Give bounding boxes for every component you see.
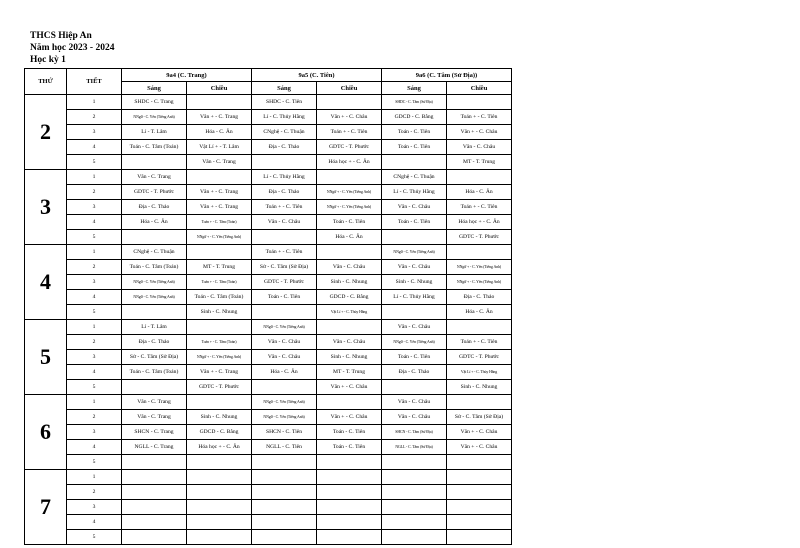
period-number: 2 xyxy=(67,185,122,200)
lesson-cell-morning xyxy=(382,155,447,170)
lesson-cell-afternoon: Văn + - C. Châu xyxy=(317,410,382,425)
lesson-cell-afternoon xyxy=(317,530,382,545)
col-header-tiet: TIẾT xyxy=(67,69,122,95)
table-row xyxy=(25,170,512,185)
lesson-cell-morning: SHDC - C. Tiên xyxy=(252,95,317,110)
lesson-cell-afternoon: Văn - C. Châu xyxy=(447,140,512,155)
lesson-cell-morning: NGLL - C. Tâm (Sử Địa) xyxy=(382,440,447,455)
school-year: Năm học 2023 - 2024 xyxy=(30,43,115,53)
lesson-cell-afternoon xyxy=(447,320,512,335)
document-header xyxy=(30,30,114,66)
table-row xyxy=(25,260,512,275)
period-number: 5 xyxy=(67,230,122,245)
lesson-cell-morning: SHCN - C. Trang xyxy=(122,425,187,440)
session-header-sang: Sáng xyxy=(252,82,317,95)
lesson-cell-afternoon xyxy=(447,515,512,530)
lesson-cell-morning xyxy=(252,305,317,320)
lesson-cell-morning: Văn - C. Châu xyxy=(252,335,317,350)
lesson-cell-afternoon: Địa - C. Thảo xyxy=(447,290,512,305)
lesson-cell-afternoon: Văn - C. Châu xyxy=(317,260,382,275)
table-row xyxy=(25,410,512,425)
lesson-cell-morning: Văn - C. Châu xyxy=(382,410,447,425)
table-row xyxy=(25,380,512,395)
lesson-cell-afternoon: NNgữ + - C. Yến (Tiếng Anh) xyxy=(447,260,512,275)
table-row xyxy=(25,215,512,230)
lesson-cell-morning: NNgữ - C. Yến (Tiếng Anh) xyxy=(122,290,187,305)
lesson-cell-afternoon: Toán + - C. Tiên xyxy=(447,200,512,215)
lesson-cell-afternoon: Toán - C. Tiên xyxy=(317,215,382,230)
lesson-cell-afternoon: Hóa - C. Ân xyxy=(447,185,512,200)
lesson-cell-afternoon xyxy=(317,95,382,110)
period-number: 4 xyxy=(67,140,122,155)
lesson-cell-afternoon xyxy=(447,530,512,545)
lesson-cell-morning: Lí - C. Thủy Hằng xyxy=(252,170,317,185)
lesson-cell-afternoon xyxy=(187,515,252,530)
lesson-cell-afternoon: Văn + - C. Trang xyxy=(187,185,252,200)
table-row xyxy=(25,425,512,440)
lesson-cell-afternoon xyxy=(187,530,252,545)
lesson-cell-afternoon xyxy=(447,470,512,485)
lesson-cell-afternoon: Hóa - C. Ân xyxy=(317,230,382,245)
lesson-cell-afternoon xyxy=(187,170,252,185)
lesson-cell-afternoon: Văn + - C. Châu xyxy=(447,425,512,440)
lesson-cell-afternoon: GDCD - C. Bằng xyxy=(187,425,252,440)
lesson-cell-morning: NGLL - C. Tiên xyxy=(252,440,317,455)
lesson-cell-morning: NGLL - C. Trang xyxy=(122,440,187,455)
lesson-cell-morning: Toán - C. Tâm (Toán) xyxy=(122,140,187,155)
lesson-cell-afternoon: GDTC - T. Phước xyxy=(447,350,512,365)
lesson-cell-morning: Văn - C. Trang xyxy=(122,410,187,425)
lesson-cell-afternoon xyxy=(317,170,382,185)
lesson-cell-afternoon: Toán + - C. Tâm (Toán) xyxy=(187,215,252,230)
lesson-cell-afternoon xyxy=(317,395,382,410)
lesson-cell-afternoon: Văn - C. Trang xyxy=(187,155,252,170)
lesson-cell-morning: Văn - C. Trang xyxy=(122,395,187,410)
table-row xyxy=(25,185,512,200)
period-number: 3 xyxy=(67,200,122,215)
lesson-cell-morning: Địa - C. Thảo xyxy=(382,365,447,380)
lesson-cell-morning xyxy=(382,230,447,245)
table-row xyxy=(25,125,512,140)
lesson-cell-morning: GDTC - T. Phước xyxy=(122,185,187,200)
period-number: 3 xyxy=(67,275,122,290)
table-row xyxy=(25,155,512,170)
period-number: 1 xyxy=(67,170,122,185)
lesson-cell-afternoon: Văn + - C. Châu xyxy=(317,380,382,395)
lesson-cell-afternoon: Sinh - C. Nhung xyxy=(187,410,252,425)
lesson-cell-afternoon xyxy=(447,485,512,500)
lesson-cell-afternoon xyxy=(447,500,512,515)
lesson-cell-morning: CNghệ - C. Thuận xyxy=(122,245,187,260)
period-number: 1 xyxy=(67,320,122,335)
day-label: 2 xyxy=(25,95,67,170)
lesson-cell-morning: NNgữ - C. Yến (Tiếng Anh) xyxy=(122,110,187,125)
day-label: 4 xyxy=(25,245,67,320)
table-row xyxy=(25,140,512,155)
period-number: 4 xyxy=(67,365,122,380)
table-row xyxy=(25,350,512,365)
table-row xyxy=(25,245,512,260)
table-row xyxy=(25,440,512,455)
lesson-cell-afternoon: Vật Lí + - T. Lâm xyxy=(187,140,252,155)
lesson-cell-afternoon: Toán - C. Tiên xyxy=(317,440,382,455)
lesson-cell-morning: Lí - T. Lâm xyxy=(122,320,187,335)
session-header-chieu: Chiều xyxy=(447,82,512,95)
period-number: 4 xyxy=(67,440,122,455)
lesson-cell-morning xyxy=(122,155,187,170)
lesson-cell-morning xyxy=(252,380,317,395)
lesson-cell-afternoon: Văn + - C. Trang xyxy=(187,200,252,215)
lesson-cell-morning xyxy=(122,515,187,530)
lesson-cell-morning: Văn - C. Châu xyxy=(382,260,447,275)
lesson-cell-afternoon: Văn + - C. Trang xyxy=(187,110,252,125)
lesson-cell-afternoon: Sinh - C. Nhung xyxy=(187,305,252,320)
lesson-cell-afternoon xyxy=(447,95,512,110)
table-row xyxy=(25,275,512,290)
session-header-sang: Sáng xyxy=(382,82,447,95)
lesson-cell-afternoon: Văn + - C. Châu xyxy=(447,440,512,455)
timetable-body xyxy=(25,95,512,545)
table-row xyxy=(25,320,512,335)
lesson-cell-afternoon xyxy=(317,515,382,530)
class-header: 9a6 (C. Tâm (Sử Địa)) xyxy=(382,69,512,82)
period-number: 3 xyxy=(67,500,122,515)
lesson-cell-afternoon: Sinh - C. Nhung xyxy=(317,350,382,365)
lesson-cell-morning xyxy=(122,500,187,515)
lesson-cell-morning xyxy=(122,470,187,485)
lesson-cell-afternoon: Toán - C. Tâm (Toán) xyxy=(187,290,252,305)
lesson-cell-afternoon: GDTC - T. Phước xyxy=(447,230,512,245)
lesson-cell-morning: Địa - C. Thảo xyxy=(122,335,187,350)
lesson-cell-morning: NNgữ - C. Yến (Tiếng Anh) xyxy=(252,320,317,335)
lesson-cell-morning: SHCN - C. Tâm (Sử Địa) xyxy=(382,425,447,440)
lesson-cell-morning: Văn - C. Châu xyxy=(382,395,447,410)
period-number: 1 xyxy=(67,470,122,485)
lesson-cell-morning xyxy=(122,305,187,320)
class-header: 9a5 (C. Tiên) xyxy=(252,69,382,82)
lesson-cell-morning: Hóa - C. Ân xyxy=(122,215,187,230)
period-number: 2 xyxy=(67,110,122,125)
class-header: 9a4 (C. Trang) xyxy=(122,69,252,82)
lesson-cell-morning: Lí - C. Thủy Hằng xyxy=(382,290,447,305)
lesson-cell-morning xyxy=(382,485,447,500)
lesson-cell-morning xyxy=(122,455,187,470)
lesson-cell-morning xyxy=(252,470,317,485)
lesson-cell-afternoon: Toán + - C. Tâm (Toán) xyxy=(187,335,252,350)
lesson-cell-afternoon: Hóa học + - C. Ân xyxy=(447,215,512,230)
lesson-cell-afternoon: NNgữ + - C. Yến (Tiếng Anh) xyxy=(317,200,382,215)
period-number: 5 xyxy=(67,455,122,470)
lesson-cell-afternoon xyxy=(187,245,252,260)
lesson-cell-morning: Văn - C. Châu xyxy=(252,215,317,230)
lesson-cell-morning: NNgữ - C. Yến (Tiếng Anh) xyxy=(252,395,317,410)
lesson-cell-afternoon: GDTC - T. Phước xyxy=(187,380,252,395)
lesson-cell-morning xyxy=(122,530,187,545)
table-row xyxy=(25,500,512,515)
period-number: 4 xyxy=(67,215,122,230)
lesson-cell-afternoon xyxy=(187,485,252,500)
lesson-cell-morning: Lí - C. Thủy Hằng xyxy=(252,110,317,125)
lesson-cell-morning: Toán - C. Tiên xyxy=(382,125,447,140)
lesson-cell-morning: Văn - C. Châu xyxy=(252,350,317,365)
lesson-cell-morning: Lí - C. Thủy Hằng xyxy=(382,185,447,200)
lesson-cell-afternoon xyxy=(187,500,252,515)
lesson-cell-morning: Địa - C. Thảo xyxy=(122,200,187,215)
period-number: 5 xyxy=(67,305,122,320)
lesson-cell-morning: SHCN - C. Tiên xyxy=(252,425,317,440)
period-number: 2 xyxy=(67,410,122,425)
lesson-cell-morning: Toán - C. Tiên xyxy=(382,215,447,230)
lesson-cell-morning xyxy=(252,530,317,545)
lesson-cell-afternoon xyxy=(187,320,252,335)
term: Học kỳ 1 xyxy=(30,55,66,65)
day-label: 7 xyxy=(25,470,67,545)
lesson-cell-morning: NNgữ - C. Yến (Tiếng Anh) xyxy=(382,335,447,350)
lesson-cell-afternoon: Toán + - C. Tiên xyxy=(447,110,512,125)
lesson-cell-morning xyxy=(252,230,317,245)
session-header-chieu: Chiều xyxy=(317,82,382,95)
lesson-cell-afternoon: Hóa - C. Ân xyxy=(187,125,252,140)
table-row xyxy=(25,530,512,545)
period-number: 2 xyxy=(67,260,122,275)
lesson-cell-afternoon xyxy=(447,170,512,185)
lesson-cell-morning xyxy=(382,470,447,485)
lesson-cell-morning: Lí - T. Lâm xyxy=(122,125,187,140)
lesson-cell-afternoon xyxy=(447,245,512,260)
lesson-cell-morning xyxy=(382,305,447,320)
lesson-cell-afternoon: Văn + - C. Châu xyxy=(447,125,512,140)
lesson-cell-morning: Toán - C. Tâm (Toán) xyxy=(122,260,187,275)
period-number: 5 xyxy=(67,530,122,545)
lesson-cell-afternoon xyxy=(317,470,382,485)
lesson-cell-morning xyxy=(122,485,187,500)
table-row xyxy=(25,230,512,245)
lesson-cell-afternoon: NNgữ + - C. Yến (Tiếng Anh) xyxy=(187,230,252,245)
lesson-cell-afternoon xyxy=(447,395,512,410)
table-row xyxy=(25,365,512,380)
table-row xyxy=(25,485,512,500)
lesson-cell-afternoon: Văn + - C. Châu xyxy=(317,110,382,125)
lesson-cell-afternoon: Sử - C. Tâm (Sử Địa) xyxy=(447,410,512,425)
lesson-cell-morning: Sử - C. Tâm (Sử Địa) xyxy=(252,260,317,275)
lesson-cell-afternoon: NNgữ + - C. Yến (Tiếng Anh) xyxy=(317,185,382,200)
table-row xyxy=(25,305,512,320)
lesson-cell-afternoon: Hóa học + - C. Ân xyxy=(187,440,252,455)
lesson-cell-morning: CNghệ - C. Thuận xyxy=(382,170,447,185)
lesson-cell-afternoon: Sinh - C. Nhung xyxy=(447,380,512,395)
lesson-cell-afternoon: MT - T. Trung xyxy=(447,155,512,170)
lesson-cell-afternoon: Toán + - C. Tiên xyxy=(447,335,512,350)
lesson-cell-afternoon: Vật Lí + - C. Thủy Hằng xyxy=(447,365,512,380)
lesson-cell-morning: Sinh - C. Nhung xyxy=(382,275,447,290)
period-number: 3 xyxy=(67,125,122,140)
school-name: THCS Hiệp An xyxy=(30,31,92,41)
lesson-cell-afternoon: NNgữ + - C. Yến (Tiếng Anh) xyxy=(187,350,252,365)
table-row xyxy=(25,290,512,305)
lesson-cell-morning: Văn - C. Trang xyxy=(122,170,187,185)
lesson-cell-afternoon xyxy=(187,95,252,110)
lesson-cell-afternoon: Toán - C. Tiên xyxy=(317,425,382,440)
lesson-cell-morning: GDTC - T. Phước xyxy=(252,275,317,290)
period-number: 3 xyxy=(67,425,122,440)
lesson-cell-afternoon: Vật Lí + - C. Thủy Hằng xyxy=(317,305,382,320)
lesson-cell-morning xyxy=(382,530,447,545)
lesson-cell-morning: SHDC - C. Trang xyxy=(122,95,187,110)
period-number: 1 xyxy=(67,395,122,410)
table-row xyxy=(25,110,512,125)
lesson-cell-morning: Toán - C. Tiên xyxy=(382,140,447,155)
period-number: 5 xyxy=(67,380,122,395)
lesson-cell-morning xyxy=(252,515,317,530)
timetable xyxy=(24,68,512,545)
lesson-cell-afternoon xyxy=(317,320,382,335)
lesson-cell-afternoon: Văn + - C. Trang xyxy=(187,365,252,380)
table-row xyxy=(25,95,512,110)
day-label: 3 xyxy=(25,170,67,245)
lesson-cell-morning: Toán - C. Tiên xyxy=(252,290,317,305)
table-row xyxy=(25,455,512,470)
table-row xyxy=(25,395,512,410)
lesson-cell-afternoon: GDCD - C. Bằng xyxy=(317,290,382,305)
lesson-cell-afternoon: Toán + - C. Tâm (Toán) xyxy=(187,275,252,290)
lesson-cell-morning xyxy=(382,380,447,395)
lesson-cell-afternoon: Toán + - C. Tiên xyxy=(317,125,382,140)
lesson-cell-morning: Địa - C. Thảo xyxy=(252,185,317,200)
period-number: 2 xyxy=(67,335,122,350)
lesson-cell-morning xyxy=(252,485,317,500)
day-label: 5 xyxy=(25,320,67,395)
lesson-cell-afternoon xyxy=(317,455,382,470)
period-number: 4 xyxy=(67,290,122,305)
session-header-chieu: Chiều xyxy=(187,82,252,95)
lesson-cell-afternoon xyxy=(187,455,252,470)
period-number: 2 xyxy=(67,485,122,500)
lesson-cell-afternoon: Hóa học + - C. Ân xyxy=(317,155,382,170)
lesson-cell-afternoon xyxy=(187,470,252,485)
lesson-cell-afternoon: NNgữ + - C. Yến (Tiếng Anh) xyxy=(447,275,512,290)
lesson-cell-morning: Toán + - C. Tiên xyxy=(252,245,317,260)
period-number: 1 xyxy=(67,245,122,260)
lesson-cell-morning: GDCD - C. Bằng xyxy=(382,110,447,125)
lesson-cell-morning xyxy=(382,515,447,530)
lesson-cell-morning: Văn - C. Châu xyxy=(382,320,447,335)
session-header-sang: Sáng xyxy=(122,82,187,95)
period-number: 3 xyxy=(67,350,122,365)
lesson-cell-morning: CNghệ - C. Thuận xyxy=(252,125,317,140)
lesson-cell-morning: SHDC - C. Tâm (Sử Địa) xyxy=(382,95,447,110)
lesson-cell-morning xyxy=(252,155,317,170)
lesson-cell-afternoon xyxy=(187,395,252,410)
lesson-cell-morning xyxy=(382,455,447,470)
lesson-cell-morning: Toán - C. Tâm (Toán) xyxy=(122,365,187,380)
lesson-cell-afternoon: GDTC - T. Phước xyxy=(317,140,382,155)
table-row xyxy=(25,515,512,530)
lesson-cell-morning xyxy=(122,380,187,395)
lesson-cell-morning: NNgữ - C. Yến (Tiếng Anh) xyxy=(382,245,447,260)
lesson-cell-afternoon: Hóa - C. Ân xyxy=(447,305,512,320)
lesson-cell-morning: Toán + - C. Tiên xyxy=(252,200,317,215)
lesson-cell-morning: NNgữ - C. Yến (Tiếng Anh) xyxy=(252,410,317,425)
lesson-cell-morning: Địa - C. Thảo xyxy=(252,140,317,155)
lesson-cell-morning xyxy=(252,455,317,470)
lesson-cell-afternoon xyxy=(447,455,512,470)
lesson-cell-morning xyxy=(122,230,187,245)
lesson-cell-morning: NNgữ - C. Yến (Tiếng Anh) xyxy=(122,275,187,290)
table-row xyxy=(25,470,512,485)
lesson-cell-afternoon xyxy=(317,485,382,500)
lesson-cell-afternoon: Sinh - C. Nhung xyxy=(317,275,382,290)
table-row xyxy=(25,200,512,215)
lesson-cell-afternoon: MT - T. Trung xyxy=(317,365,382,380)
day-label: 6 xyxy=(25,395,67,470)
lesson-cell-morning: Toán - C. Tiên xyxy=(382,350,447,365)
lesson-cell-morning xyxy=(252,500,317,515)
lesson-cell-afternoon: Văn - C. Châu xyxy=(317,335,382,350)
lesson-cell-afternoon xyxy=(317,245,382,260)
lesson-cell-morning: Sử - C. Tâm (Sử Địa) xyxy=(122,350,187,365)
lesson-cell-afternoon: MT - T. Trung xyxy=(187,260,252,275)
period-number: 1 xyxy=(67,95,122,110)
col-header-thu: THỨ xyxy=(25,69,67,95)
lesson-cell-morning: Văn - C. Châu xyxy=(382,200,447,215)
lesson-cell-morning xyxy=(382,500,447,515)
lesson-cell-afternoon xyxy=(317,500,382,515)
lesson-cell-morning: Hóa - C. Ân xyxy=(252,365,317,380)
period-number: 4 xyxy=(67,515,122,530)
table-row xyxy=(25,335,512,350)
period-number: 5 xyxy=(67,155,122,170)
